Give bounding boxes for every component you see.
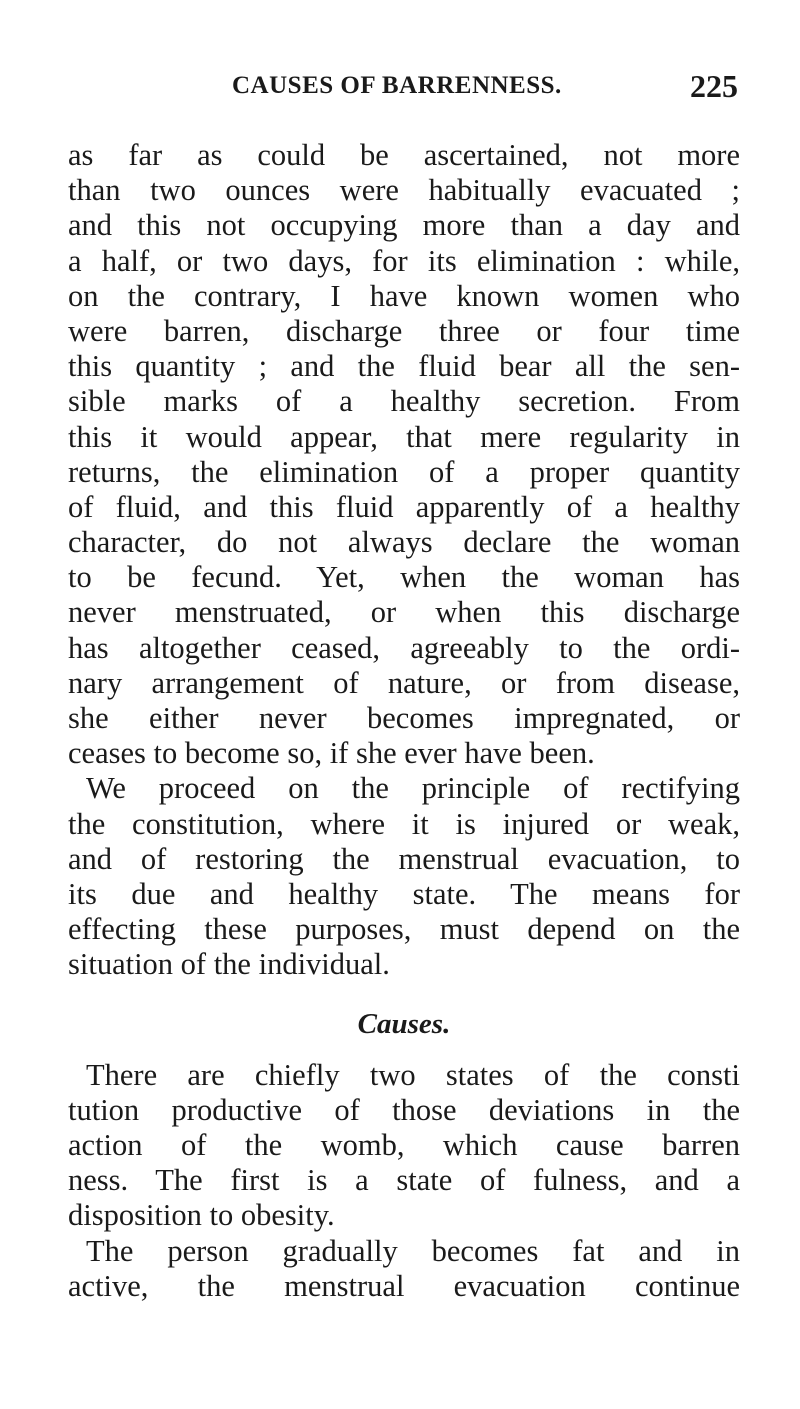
paragraph-start-line: There are chiefly two states of the consti [86,1057,740,1092]
text-line: returns, the elimination of a proper quantity [68,454,740,489]
text-line: and of restoring the menstrual evacuation, to [68,841,740,876]
paragraph-start-line: We proceed on the principle of rectifying [86,771,740,806]
text-line: of fluid, and this fluid apparently of a healthy [68,489,740,524]
text-line: tution productive of those deviations in the [68,1092,740,1127]
section-heading: Causes. [357,1007,451,1040]
text-line: character, do not always declare the woman [68,525,740,560]
text-line: disposition to obesity. [68,1198,335,1233]
text-line: as far as could be ascertained, not more [68,138,740,172]
page-number: 225 [690,68,738,104]
text-line: active, the menstrual evacuation continue [68,1268,740,1303]
text-line: sible marks of a healthy secretion. From [68,384,740,419]
text-line: action of the womb, which cause barren [68,1128,740,1163]
text-line: never menstruated, or when this discharge [68,595,740,630]
running-title: CAUSES OF BARRENNESS. [232,72,562,99]
text-line: than two ounces were habitually evacuated ; [68,173,740,208]
text-line: this quantity ; and the fluid bear all the sen- [68,349,740,384]
text-line: situation of the individual. [68,947,390,982]
text-line: to be fecund. Yet, when the woman has [68,560,740,595]
text-line: were barren, discharge three or four time [68,313,740,348]
paragraph-start-line: The person gradually becomes fat and in [86,1233,740,1268]
text-line: on the contrary, I have known women who [68,278,740,313]
text-line: the constitution, where it is injured or weak, [68,806,740,841]
text-line: has altogether ceased, agreeably to the ordi- [68,630,740,665]
text-line: this it would appear, that mere regularity in [68,419,740,454]
text-line: and this not occupying more than a day and [68,208,740,243]
text-line: she either never becomes impregnated, or [68,701,740,735]
running-head [0,68,800,108]
body-text [68,138,740,1304]
text-line: a half, or two days, for its elimination : while, [68,243,740,278]
text-line: nary arrangement of nature, or from disease, [68,665,740,700]
text-line: effecting these purposes, must depend on the [68,912,740,947]
text-line: ness. The first is a state of fulness, and a [68,1163,740,1198]
text-line: ceases to become so, if she ever have been. [68,736,595,771]
text-line: its due and healthy state. The means for [68,876,740,911]
